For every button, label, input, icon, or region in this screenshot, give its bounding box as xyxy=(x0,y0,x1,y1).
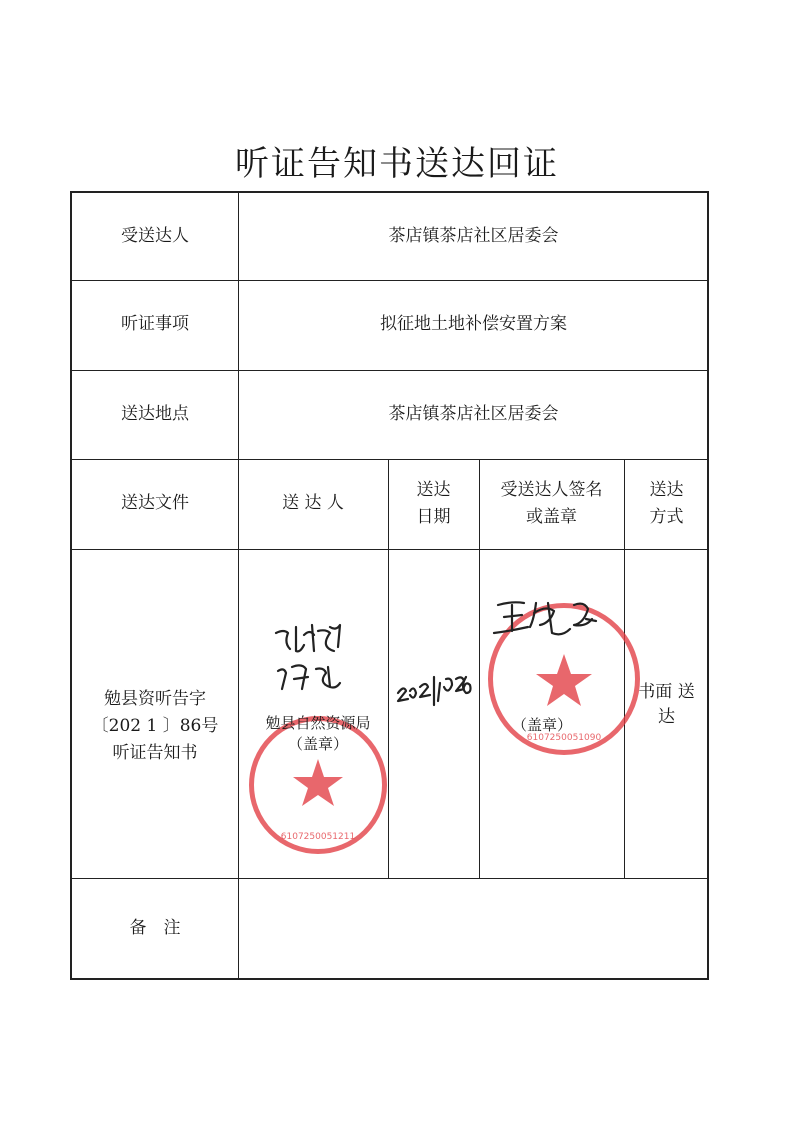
delivery-address-value: 茶店镇茶店社区居委会 xyxy=(388,403,559,424)
server-seal-note: （盖章） xyxy=(287,735,348,753)
signature-seal-note: （盖章） xyxy=(511,716,572,734)
handwritten-signature xyxy=(490,595,610,647)
server-unit: 勉县自然资源局 xyxy=(265,714,371,732)
handwritten-server-names xyxy=(268,621,368,711)
bureau-seal-code: 6107250051211 xyxy=(280,832,356,842)
document-entry: 勉县资听告字 〔202 1 〕86号 听证告知书 xyxy=(91,688,219,764)
recipient-label: 受送达人 xyxy=(121,225,189,246)
recipient-value: 茶店镇茶店社区居委会 xyxy=(388,225,559,246)
handwritten-date xyxy=(394,663,478,713)
date-header: 送达 日期 xyxy=(416,479,451,527)
document-header: 送达文件 xyxy=(121,493,189,514)
remarks-label: 备 注 xyxy=(129,918,181,939)
hearing-matter-label: 听证事项 xyxy=(121,314,189,335)
remarks-value xyxy=(238,878,709,980)
delivery-receipt-form xyxy=(70,191,709,980)
committee-seal-code: 6107250051090 xyxy=(526,733,602,743)
method-header: 送达 方式 xyxy=(649,479,684,527)
signature-header: 受送达人签名 或盖章 xyxy=(500,479,603,527)
delivery-address-label: 送达地点 xyxy=(121,403,189,424)
server-header: 送 达 人 xyxy=(282,493,344,514)
page-title: 听证告知书送达回证 xyxy=(235,144,559,184)
delivery-method-entry: 书面 送 达 xyxy=(638,681,695,727)
hearing-matter-value: 拟征地土地补偿安置方案 xyxy=(380,314,567,335)
